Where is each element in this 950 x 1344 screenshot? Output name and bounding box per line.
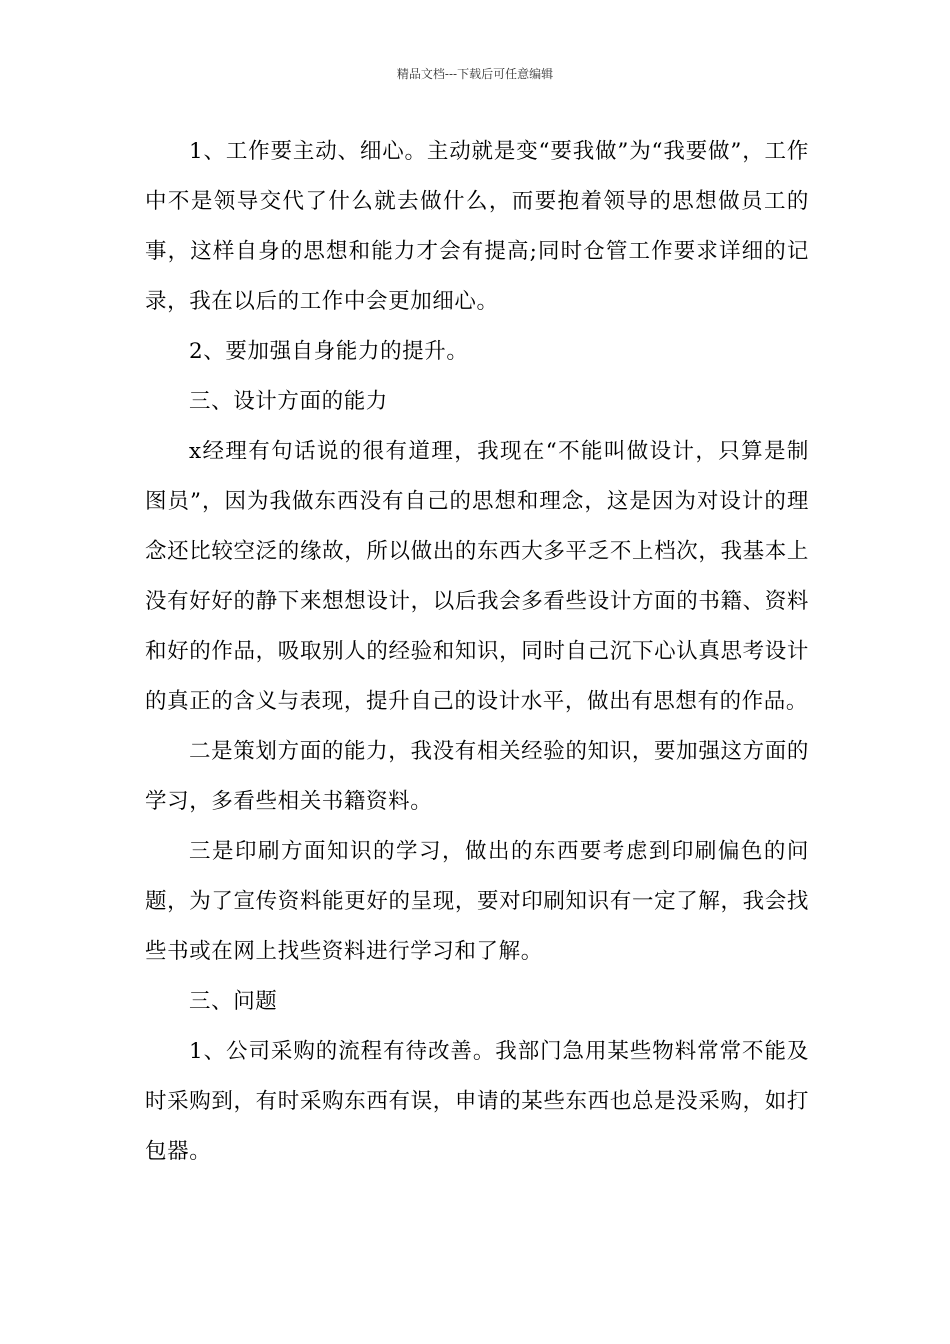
paragraph-design-ability: x经理有句话说的很有道理，我现在“不能叫做设计，只算是制图员”，因为我做东西没有自己的思想和理念，这是因为对设计的理念还比较空泛的缘故，所以做出的东西大多平乏不上档次，我基本上没有好好的静下来想想设计，以后我会多看些设计方面的书籍、资料和好的作品，吸取别人的经验和知识，同时自己沉下心认真思考设计的真正的含义与表现，提升自己的设计水平，做出有思想有的作品。 xyxy=(145,439,809,714)
section-heading-design: 三、设计方面的能力 xyxy=(189,389,388,414)
paragraph-procurement-process: 1、公司采购的流程有待改善。我部门急用某些物料常常不能及时采购到，有时采购东西有误，申请的某些东西也总是没采购，如打包器。 xyxy=(145,1039,809,1164)
paragraph-self-improvement: 2、要加强自身能力的提升。 xyxy=(189,339,469,364)
paragraph-printing-knowledge: 三是印刷方面知识的学习，做出的东西要考虑到印刷偏色的问题，为了宣传资料能更好的呈现，要对印刷知识有一定了解，我会找些书或在网上找些资料进行学习和了解。 xyxy=(145,839,809,964)
page-header: 精品文档---下载后可任意编辑 xyxy=(396,67,554,81)
paragraph-work-attitude: 1、工作要主动、细心。主动就是变“要我做”为“我要做”，工作中不是领导交代了什么就去做什么，而要抱着领导的思想做员工的事，这样自身的思想和能力才会有提高;同时仓管工作要求详细的记录，我在以后的工作中会更加细心。 xyxy=(145,139,809,314)
document-body xyxy=(145,127,809,1177)
section-heading-problems: 三、问题 xyxy=(189,989,278,1014)
paragraph-planning-ability: 二是策划方面的能力，我没有相关经验的知识，要加强这方面的学习，多看些相关书籍资料。 xyxy=(145,739,809,814)
